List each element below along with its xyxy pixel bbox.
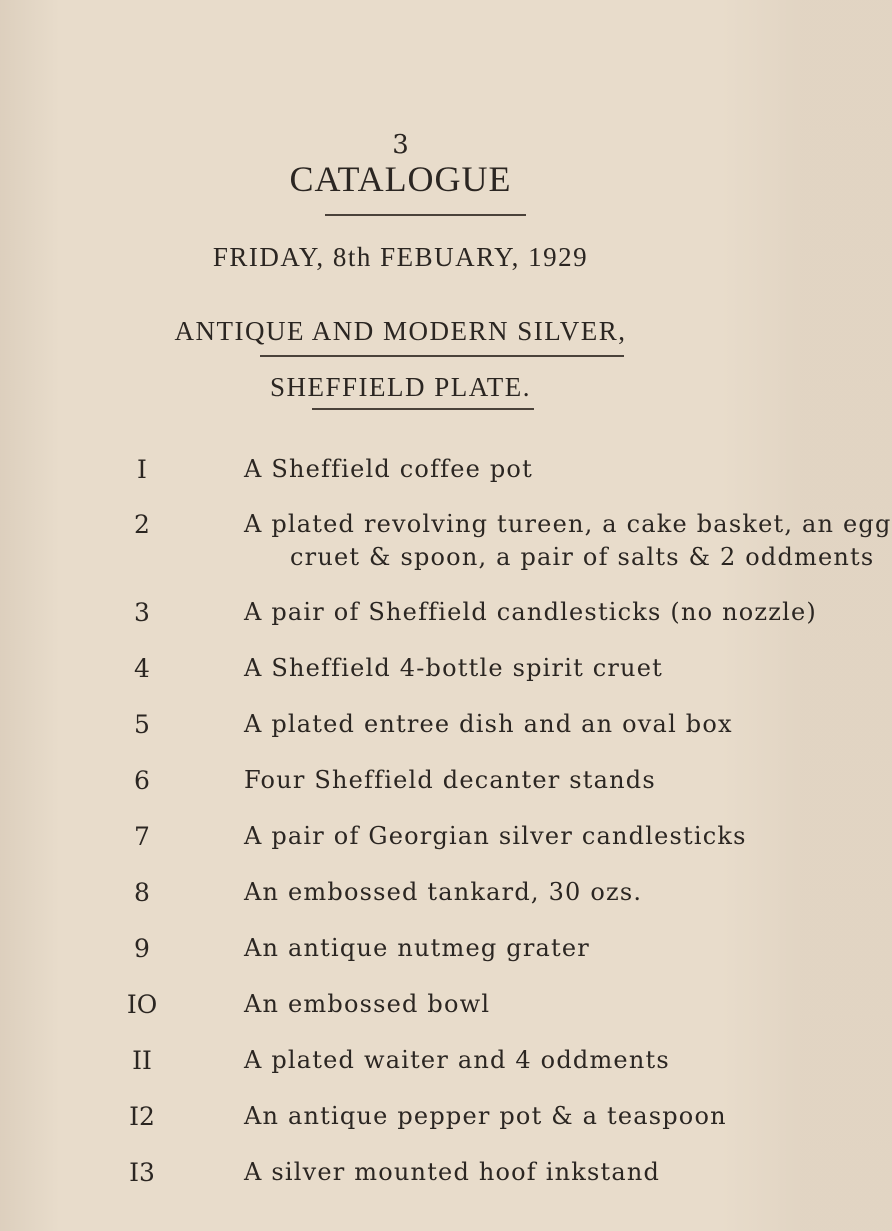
lot-description: A Sheffield coffee pot bbox=[244, 455, 533, 483]
lot-number: II bbox=[132, 1046, 152, 1075]
catalogue-title: CATALOGUE bbox=[289, 159, 512, 199]
title-underline bbox=[325, 214, 526, 216]
lot-number: 6 bbox=[134, 766, 150, 795]
section-heading-sheffield-underline bbox=[312, 408, 534, 410]
lot-description: A silver mounted hoof inkstand bbox=[244, 1158, 661, 1186]
lot-number: 7 bbox=[134, 822, 150, 851]
lot-row bbox=[0, 710, 801, 750]
section-heading-sheffield: SHEFFIELD PLATE. bbox=[269, 372, 531, 402]
lot-description: A pair of Sheffield candlesticks (no nozzle) bbox=[244, 598, 817, 626]
lot-row bbox=[0, 510, 892, 590]
lot-description: A Sheffield 4-bottle spirit cruet bbox=[244, 654, 663, 682]
lot-row bbox=[0, 455, 801, 495]
lot-number: 4 bbox=[134, 654, 150, 683]
lot-description: An antique pepper pot & a teaspoon bbox=[244, 1102, 727, 1130]
lot-number: 8 bbox=[134, 878, 150, 907]
lot-number: I3 bbox=[129, 1158, 155, 1187]
lot-description: A plated revolving tureen, a cake basket, an egg bbox=[244, 510, 892, 538]
lot-description: An embossed tankard, 30 ozs. bbox=[244, 878, 643, 906]
lot-row bbox=[0, 934, 801, 974]
lot-row bbox=[0, 766, 801, 806]
lot-number: 3 bbox=[134, 598, 150, 627]
section-heading-silver: ANTIQUE AND MODERN SILVER, bbox=[174, 316, 627, 346]
lot-number: 5 bbox=[134, 710, 150, 739]
lot-row bbox=[0, 990, 801, 1030]
lot-number: I bbox=[137, 455, 147, 484]
lot-description: An embossed bowl bbox=[244, 990, 491, 1018]
lot-row bbox=[0, 1046, 801, 1086]
lot-description-continuation: cruet & spoon, a pair of salts & 2 oddments bbox=[290, 543, 875, 571]
lot-description: Four Sheffield decanter stands bbox=[244, 766, 656, 794]
lot-number: I2 bbox=[129, 1102, 155, 1131]
lot-row bbox=[0, 598, 817, 638]
lot-row bbox=[0, 654, 801, 694]
lot-number: 2 bbox=[134, 510, 150, 539]
lot-description: A plated waiter and 4 oddments bbox=[244, 1046, 670, 1074]
lot-description: An antique nutmeg grater bbox=[244, 934, 590, 962]
section-heading-silver-underline bbox=[260, 355, 624, 357]
lot-number: IO bbox=[126, 990, 158, 1019]
lot-description: A pair of Georgian silver candlesticks bbox=[244, 822, 747, 850]
lot-row bbox=[0, 1158, 801, 1198]
lot-row bbox=[0, 822, 801, 862]
lot-row bbox=[0, 878, 801, 918]
lot-row bbox=[0, 1102, 801, 1142]
page-number: 3 bbox=[392, 130, 409, 160]
lot-description: A plated entree dish and an oval box bbox=[244, 710, 733, 738]
sale-date: FRIDAY, 8th FEBUARY, 1929 bbox=[212, 242, 589, 272]
lot-number: 9 bbox=[134, 934, 150, 963]
